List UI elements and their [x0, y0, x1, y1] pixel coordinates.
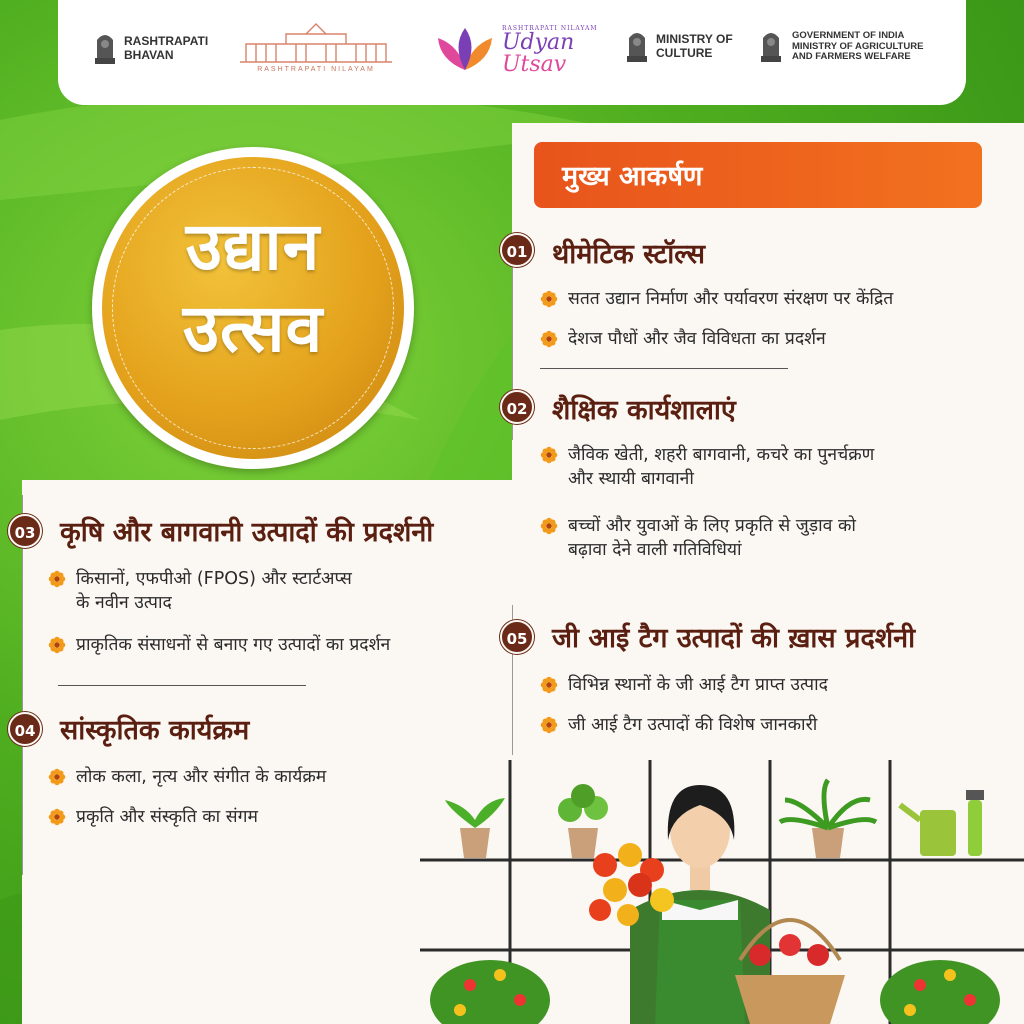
list-item	[48, 633, 488, 657]
ministry-of-culture-logo	[624, 28, 733, 66]
main-heading-bar: मुख्य आकर्षण	[534, 142, 982, 208]
udyan-utsav-title	[112, 206, 394, 370]
udyan-top-caption: RASHTRAPATI NILAYAM	[502, 24, 598, 32]
bullet-text: लोक कला, नृत्य और संगीत के कार्यक्रम	[76, 767, 327, 787]
bullet-text: के नवीन उत्पाद	[76, 593, 172, 613]
list-item	[540, 713, 1000, 737]
flower-bullet-icon	[540, 330, 558, 348]
badge-line: उद्यान	[185, 208, 321, 285]
govt-agriculture-logo	[758, 28, 923, 66]
section-title: थीमेटिक स्टॉल्स	[552, 239, 705, 270]
list-item	[540, 673, 1000, 697]
flower-bullet-icon	[540, 517, 558, 535]
udyan-word: Udyan	[502, 29, 575, 55]
section-title: कृषि और बागवानी उत्पादों की प्रदर्शनी	[60, 517, 434, 548]
flower-bullet-icon	[48, 636, 66, 654]
bullet-text: और स्थायी बागवानी	[568, 469, 694, 489]
flower-bullet-icon	[48, 570, 66, 588]
bullet-text: विभिन्न स्थानों के जी आई टैग प्राप्त उत्पाद	[568, 675, 828, 695]
logo-text-line: CULTURE	[656, 46, 713, 60]
section-number-badge: 01	[500, 233, 534, 267]
flower-bullet-icon	[540, 290, 558, 308]
bullet-text: जी आई टैग उत्पादों की विशेष जानकारी	[568, 715, 818, 735]
logo-text-line: GOVERNMENT OF INDIA	[792, 29, 905, 41]
watering-can-icon	[900, 790, 984, 856]
lotus-icon	[430, 20, 500, 80]
bullet-text: देशज पौधों और जैव विविधता का प्रदर्शन	[568, 329, 826, 349]
list-item	[540, 287, 1000, 311]
connector-line	[22, 495, 23, 875]
logo-text-line: RASHTRAPATI	[124, 34, 209, 49]
flower-bullet-icon	[540, 716, 558, 734]
flower-bullet-icon	[48, 768, 66, 786]
flower-bullet-icon	[540, 676, 558, 694]
logo-text-line: MINISTRY OF	[656, 32, 733, 47]
bullet-text: बढ़ावा देने वाली गतिविधियां	[568, 540, 742, 560]
bullet-text: प्रकृति और संस्कृति का संगम	[76, 807, 258, 827]
section-title: शैक्षिक कार्यशालाएं	[552, 395, 736, 426]
logo-text-line: MINISTRY OF AGRICULTURE	[792, 40, 924, 52]
potted-plant-icon	[445, 798, 505, 858]
badge-line: उत्सव	[182, 290, 324, 367]
bullet-text: सतत उद्यान निर्माण और पर्यावरण संरक्षण पर केंद्रित	[568, 289, 894, 309]
rashtrapati-nilayam-logo	[236, 20, 396, 73]
logo-header-bar	[58, 0, 966, 105]
potted-plant-icon	[780, 780, 876, 858]
potted-plant-icon	[558, 784, 608, 858]
bullet-text: जैविक खेती, शहरी बागवानी, कचरे का पुनर्चक्रण	[568, 445, 875, 465]
list-item	[540, 327, 1000, 351]
section-number-badge: 02	[500, 390, 534, 424]
section-number-badge: 05	[500, 620, 534, 654]
section-divider	[540, 368, 788, 369]
list-item	[540, 514, 1000, 562]
section-title: जी आई टैग उत्पादों की ख़ास प्रदर्शनी	[552, 623, 916, 654]
ashoka-emblem-icon	[758, 28, 784, 66]
section-number-badge: 03	[8, 514, 42, 548]
logo-text-line: AND FARMERS WELFARE	[792, 51, 911, 63]
list-item	[48, 567, 488, 615]
ashoka-emblem-icon	[624, 28, 650, 66]
flower-bullet-icon	[540, 446, 558, 464]
logo-text-line: BHAVAN	[124, 48, 174, 62]
bullet-text: किसानों, एफपीओ (FPOS) और स्टार्टअप्स	[76, 569, 352, 589]
ashoka-emblem-icon	[92, 30, 118, 68]
gardener-illustration	[400, 760, 1024, 1024]
bullet-text: बच्चों और युवाओं के लिए प्रकृति से जुड़ाव को	[568, 516, 856, 536]
bullet-text: प्राकृतिक संसाधनों से बनाए गए उत्पादों का प्रदर्शन	[76, 635, 391, 655]
list-item	[540, 443, 1000, 491]
section-number-badge: 04	[8, 712, 42, 746]
udyan-utsav-logo	[430, 20, 597, 80]
flower-bullet-icon	[48, 808, 66, 826]
utsav-word: Utsav	[502, 51, 567, 77]
nilayam-building-icon	[236, 20, 396, 66]
rashtrapati-bhavan-logo	[92, 30, 208, 68]
section-title: सांस्कृतिक कार्यक्रम	[60, 715, 250, 746]
nilayam-caption: RASHTRAPATI NILAYAM	[257, 66, 375, 73]
section-divider	[58, 685, 306, 686]
